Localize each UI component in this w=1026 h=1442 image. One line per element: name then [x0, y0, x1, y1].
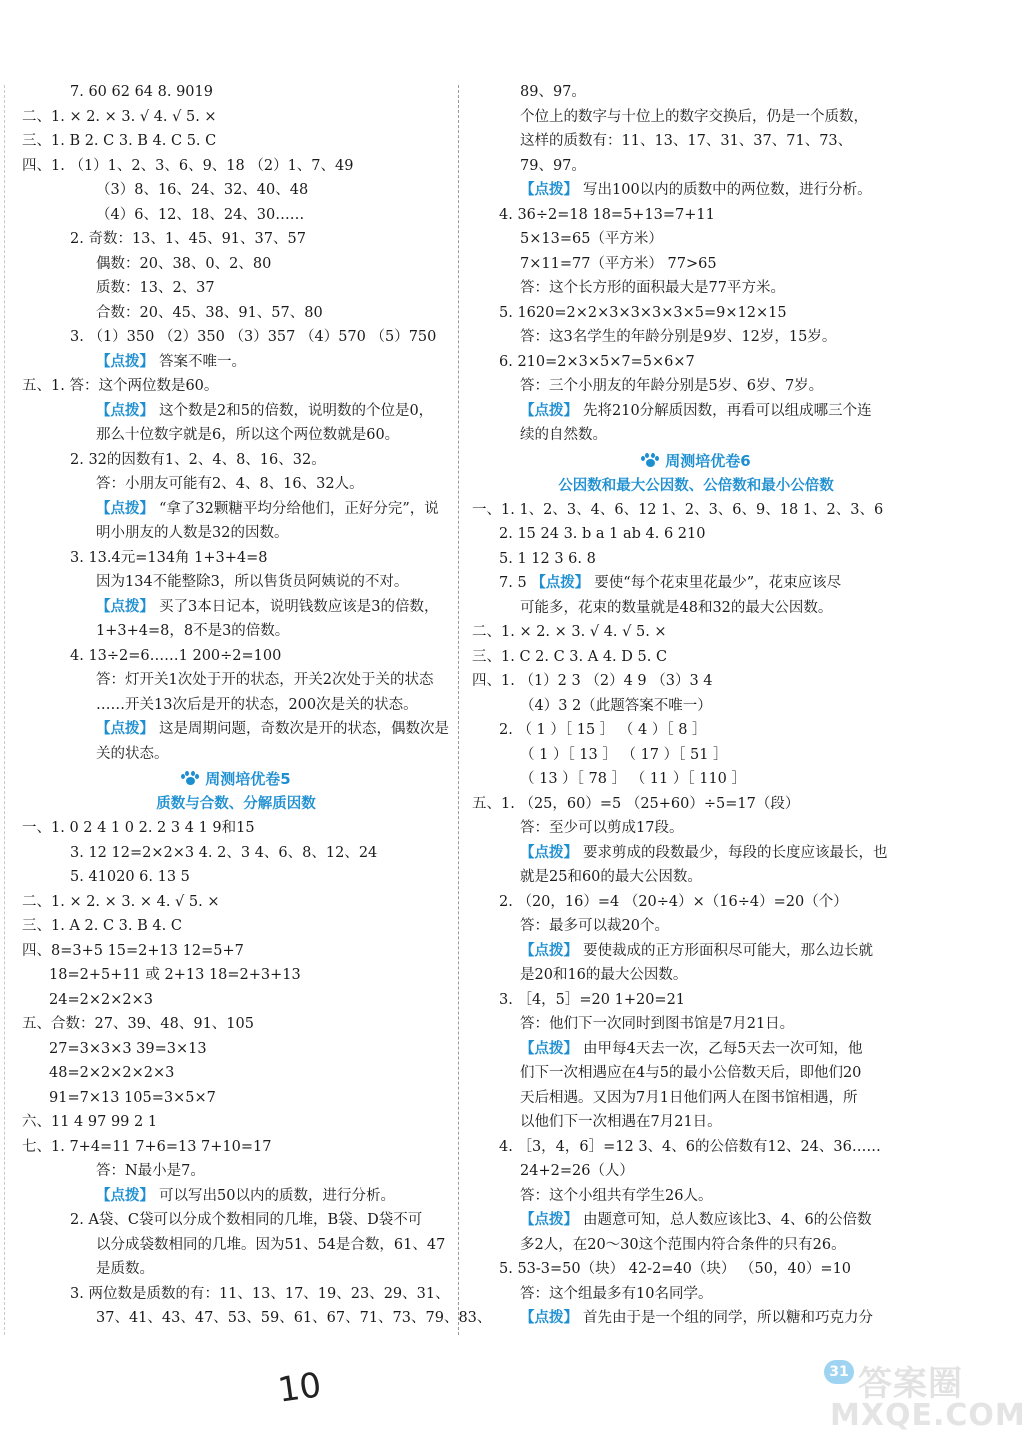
answer-text: 二、1. × 2. × 3. √ 4. √ 5. ×	[22, 108, 217, 125]
answer-text: 那么十位数字就是6，所以这个两位数就是60。	[96, 427, 400, 443]
answer-line	[22, 203, 450, 228]
answer-text: 1+3+4=8，8不是3的倍数。	[96, 623, 290, 639]
answer-line	[22, 1037, 450, 1062]
answer-text: 89、97。	[520, 84, 586, 100]
answer-line	[472, 1159, 920, 1184]
answer-text: 多2人，在20～30这个范围内符合条件的只有26。	[520, 1236, 846, 1253]
answer-line	[22, 988, 450, 1013]
hint-label: 【点拨】	[96, 353, 154, 370]
answer-text: 7. 5 【点拨】 要使“每个花束里花最少”，花束应该尽	[499, 575, 842, 591]
answer-line	[22, 80, 450, 105]
answer-text: 要使裁成的正方形面积尽可能大，那么边长就	[583, 942, 873, 959]
answer-text: 偶数：20、38、0、2、80	[96, 255, 272, 272]
answer-line	[472, 178, 920, 203]
hint-label: 【点拨】	[520, 1212, 578, 1228]
answer-line	[22, 1086, 450, 1111]
answer-text: 这样的质数有：11、13、17、31、37、71、73、	[520, 133, 853, 149]
answer-text: 48=2×2×2×2×3	[49, 1065, 175, 1081]
answer-line	[472, 1061, 920, 1086]
answer-line	[472, 1257, 920, 1282]
answer-line	[472, 301, 920, 326]
answer-text: 4. ［3，4，6］=12 3、4、6的公倍数有12、24、36……	[499, 1138, 881, 1155]
answer-line	[22, 570, 450, 595]
answer-line	[22, 399, 450, 424]
answer-line	[472, 547, 920, 572]
answer-line	[22, 1233, 450, 1258]
answer-line	[472, 718, 920, 743]
answer-text: 可以写出50以内的质数，进行分析。	[159, 1187, 395, 1204]
answer-text: 是质数。	[96, 1261, 154, 1277]
page-number: 31	[824, 1360, 854, 1384]
answer-text: 四、1. （1）2 3 （2）4 9 （3）3 4	[472, 673, 713, 689]
answer-line	[22, 914, 450, 939]
answer-text: 可能多，花束的数量就是48和32的最大公因数。	[520, 599, 833, 616]
answer-line	[22, 963, 450, 988]
answer-line	[472, 792, 920, 817]
answer-line	[22, 1012, 450, 1037]
answer-line	[472, 963, 920, 988]
answer-text: 答：这个长方形的面积最大是77平方米。	[520, 280, 785, 296]
answer-line	[22, 1306, 492, 1331]
answer-text: 2. 奇数：13、1、45、91、37、57	[70, 231, 306, 247]
answer-text: 一、1. 1、2、3、4、6、12 1、2、3、6、9、18 1、2、3、6	[472, 501, 884, 518]
answer-text: 三、1. A 2. C 3. B 4. C	[22, 918, 182, 934]
answer-text: 三、1. C 2. C 3. A 4. D 5. C	[472, 648, 668, 665]
answer-line	[472, 1037, 920, 1062]
answer-text: 37、41、43、47、53、59、61、67、71、73、79、83、	[96, 1310, 492, 1326]
answer-line	[472, 1184, 920, 1209]
answer-text: 5. 1 12 3 6. 8	[499, 550, 596, 567]
answer-text: 们下一次相遇应在4与5的最小公倍数天后，即他们20	[520, 1065, 862, 1081]
answer-text: 3. 12 12=2×2×3 4. 2、3 4、6、8、12、24	[70, 844, 378, 861]
answer-text: 六、11 4 97 99 2 1	[22, 1114, 158, 1130]
answer-text: “拿了32颗糖平均分给他们，正好分完”，说	[159, 500, 439, 517]
answer-line	[22, 301, 450, 326]
column-divider	[458, 85, 459, 1335]
answer-line	[22, 1282, 450, 1307]
answer-text: （3）8、16、24、32、40、48	[96, 182, 309, 198]
answer-text: （ 13 ）［ 78 ］ （ 11 ）［ 110 ］	[520, 771, 747, 787]
answer-text: 合数：20、45、38、91、57、80	[96, 304, 323, 321]
answer-text: 一、1. 0 2 4 1 0 2. 2 3 4 1 9和15	[22, 820, 255, 836]
answer-line	[22, 546, 450, 571]
answer-text: 二、1. × 2. × 3. × 4. √ 5. ×	[22, 893, 220, 910]
answer-text: 五、1. 答：这个两位数是60。	[22, 378, 219, 394]
section-subtitle: 质数与合数、分解质因数	[156, 796, 316, 812]
answer-text: 是20和16的最大公因数。	[520, 967, 688, 983]
hint-label: 【点拨】	[531, 575, 590, 591]
answer-line	[472, 522, 920, 547]
answer-text: 答：这个小组共有学生26人。	[520, 1187, 713, 1204]
answer-line	[472, 1086, 920, 1111]
answer-line	[472, 865, 920, 890]
answer-text: 质数：13、2、37	[96, 280, 215, 296]
answer-line	[22, 105, 450, 130]
answer-line	[472, 743, 920, 768]
answer-text: 关的状态。	[96, 745, 169, 762]
answer-line	[472, 129, 920, 154]
right-column	[472, 80, 920, 1331]
answer-text: 五、合数：27、39、48、91、105	[22, 1016, 254, 1032]
answer-line	[22, 668, 450, 693]
section-title-text: 周测培优卷6	[665, 451, 751, 470]
answer-text: （4）6、12、18、24、30……	[96, 206, 305, 223]
hint-label: 【点拨】	[96, 1187, 154, 1204]
section-title	[472, 448, 920, 474]
answer-text: 7. 60 62 64 8. 9019	[70, 84, 213, 100]
answer-text: 4. 13÷2=6……1 200÷2=100	[70, 647, 282, 664]
answer-line	[472, 767, 920, 792]
left-margin-rule	[4, 85, 5, 1335]
answer-text: 3. 13.4元=134角 1+3+4=8	[70, 549, 268, 566]
answer-line	[472, 80, 920, 105]
answer-line	[472, 399, 920, 424]
answer-line	[472, 227, 920, 252]
answer-text: 答：至少可以剪成17段。	[520, 820, 684, 836]
answer-line	[472, 1208, 920, 1233]
hint-label: 【点拨】	[520, 182, 578, 198]
answer-text: 续的自然数。	[520, 427, 607, 443]
watermark-logo: 答案圈	[858, 1364, 963, 1404]
answer-line	[22, 276, 450, 301]
answer-text: 由题意可知，总人数应该比3、4、6的公倍数	[583, 1212, 872, 1228]
answer-text: 5. 41020 6. 13 5	[70, 869, 190, 885]
answer-line	[22, 350, 450, 375]
answer-text: 答：三个小朋友的年龄分别是5岁、6岁、7岁。	[520, 378, 824, 394]
section-subtitle: 公因数和最大公因数、公倍数和最小公倍数	[558, 477, 834, 494]
hint-label: 【点拨】	[96, 721, 154, 737]
answer-text: 买了3本日记本，说明钱数应该是3的倍数，	[159, 598, 439, 615]
answer-line	[472, 423, 920, 448]
answer-line	[472, 276, 920, 301]
answer-text: 以他们下一次相遇在7月21日。	[520, 1114, 722, 1130]
hint-label: 【点拨】	[520, 402, 578, 419]
answer-text: ……开关13次后是开的状态，200次是关的状态。	[96, 696, 418, 713]
answer-text: 2. 15 24 3. b a 1 ab 4. 6 210	[499, 526, 706, 542]
handwritten-mark: 10	[275, 1365, 324, 1411]
answer-text: 七、1. 7+4=11 7+6=13 7+10=17	[22, 1138, 272, 1155]
answer-text: 四、8=3+5 15=2+13 12=5+7	[22, 942, 244, 959]
answer-text: 答：小朋友可能有2、4、8、16、32人。	[96, 476, 364, 492]
answer-line	[472, 669, 920, 694]
answer-text: 这个数是2和5的倍数，说明数的个位是0，	[159, 402, 434, 419]
answer-text: 答：这3名学生的年龄分别是9岁、12岁，15岁。	[520, 329, 837, 345]
answer-line	[472, 154, 920, 179]
answer-text: 5. 53-3=50（块） 42-2=40（块） （50，40）=10	[499, 1261, 852, 1277]
answer-line	[22, 717, 450, 742]
answer-text: 91=7×13 105=3×5×7	[49, 1089, 216, 1106]
answer-text: 四、1. （1）1、2、3、6、9、18 （2）1、7、49	[22, 157, 354, 174]
answer-text: 二、1. × 2. × 3. √ 4. √ 5. ×	[472, 624, 667, 640]
answer-text: 明小朋友的人数是32的因数。	[96, 525, 289, 541]
answer-line	[472, 1135, 920, 1160]
answer-line	[22, 374, 450, 399]
answer-line	[22, 252, 450, 277]
answer-text: 答：灯开关1次处于开的状态，开关2次处于关的状态	[96, 672, 434, 688]
answer-line	[472, 252, 920, 277]
answer-line	[22, 325, 450, 350]
answer-line	[22, 129, 450, 154]
answer-text: 7×11=77（平方米） 77>65	[520, 255, 717, 272]
answer-text: 79、97。	[520, 157, 586, 174]
hint-label: 【点拨】	[96, 402, 154, 419]
answer-text: 这是周期问题，奇数次是开的状态，偶数次是	[159, 721, 449, 737]
answer-line	[22, 497, 450, 522]
answer-line	[472, 694, 920, 719]
hint-label: 【点拨】	[96, 598, 154, 615]
answer-line	[472, 841, 920, 866]
answer-line	[22, 1159, 450, 1184]
answer-text: 2. （ 1 ）［ 15 ］ （ 4 ）［ 8 ］	[499, 722, 707, 738]
answer-line	[472, 571, 920, 596]
answer-line	[472, 890, 920, 915]
hint-label: 【点拨】	[520, 1040, 578, 1057]
answer-line	[472, 596, 920, 621]
answer-line	[22, 1061, 450, 1086]
answer-text: 首先由于是一个组的同学，所以糖和巧克力分	[583, 1310, 873, 1326]
answer-text: 5. 1620=2×2×3×3×3×3×5=9×12×15	[499, 304, 787, 321]
answer-text: 因为134不能整除3，所以售货员阿姨说的不对。	[96, 574, 409, 590]
answer-text: 24+2=26（人）	[520, 1163, 634, 1179]
answer-line	[22, 595, 450, 620]
hint-label: 【点拨】	[96, 500, 154, 517]
hint-label: 【点拨】	[520, 844, 578, 861]
answer-line	[22, 865, 450, 890]
answer-line	[472, 1110, 920, 1135]
answer-line	[472, 1282, 920, 1307]
answer-text: 24=2×2×2×3	[49, 991, 153, 1008]
answer-line	[472, 620, 920, 645]
answer-text: 4. 36÷2=18 18=5+13=7+11	[499, 206, 715, 223]
answer-line	[472, 1012, 920, 1037]
answer-text: 由甲每4天去一次，乙每5天去一次可知，他	[583, 1040, 863, 1057]
answer-line	[472, 374, 920, 399]
answer-line	[472, 203, 920, 228]
answer-text: 2. （20，16）=4 （20÷4）×（16÷4）=20（个）	[499, 893, 848, 910]
answer-line	[22, 1208, 450, 1233]
answer-line	[22, 1257, 450, 1282]
answer-text: 个位上的数字与十位上的数字交换后，仍是一个质数，	[520, 108, 868, 125]
answer-line	[22, 1184, 450, 1209]
hint-label: 【点拨】	[520, 1310, 578, 1326]
section-title-text: 周测培优卷5	[205, 770, 291, 788]
answer-line	[472, 1306, 920, 1331]
answer-line	[472, 1233, 920, 1258]
answer-line	[472, 325, 920, 350]
paw-icon	[181, 771, 199, 785]
answer-line	[472, 914, 920, 939]
answer-text: 就是25和60的最大公因数。	[520, 869, 702, 885]
answer-line	[22, 472, 450, 497]
answer-line	[472, 350, 920, 375]
answer-text: 答案不唯一。	[159, 353, 246, 370]
answer-line	[22, 619, 450, 644]
answer-text: 先将210分解质因数，再看可以组成哪三个连	[583, 402, 872, 419]
answer-text: 答：这个组最多有10名同学。	[520, 1285, 713, 1302]
answer-text: 18=2+5+11 或 2+13 18=2+3+13	[49, 967, 301, 983]
answer-text: 天后相遇。又因为7月1日他们两人在图书馆相遇，所	[520, 1089, 858, 1106]
watermark-url: MXQE.COM	[830, 1398, 1026, 1433]
answer-line	[22, 693, 450, 718]
answer-line	[472, 939, 920, 964]
answer-text: 27=3×3×3 39=3×13	[49, 1040, 207, 1057]
section-title	[22, 766, 450, 792]
answer-line	[472, 645, 920, 670]
answer-text: 写出100以内的质数中的两位数，进行分析。	[583, 182, 872, 198]
answer-text: 2. A袋、C袋可以分成个数相同的几堆，B袋、D袋不可	[70, 1212, 423, 1228]
answer-text: 答：他们下一次同时到图书馆是7月21日。	[520, 1016, 795, 1032]
answer-line	[22, 816, 450, 841]
answer-line	[22, 154, 450, 179]
answer-line	[22, 742, 450, 767]
answer-text: 3. ［4，5］=20 1+20=21	[499, 991, 686, 1008]
answer-text: 3. 两位数是质数的有：11、13、17、19、23、29、31、	[70, 1285, 450, 1302]
answer-text: 3. （1）350 （2）350 （3）357 （4）570 （5）750	[70, 329, 437, 345]
answer-text: 要求剪成的段数最少，每段的长度应该最长，也	[583, 844, 888, 861]
answer-line	[472, 988, 920, 1013]
answer-text: 6. 210=2×3×5×7=5×6×7	[499, 353, 695, 370]
answer-text: 答：N最小是7。	[96, 1163, 205, 1179]
answer-line	[22, 1135, 450, 1160]
answer-line	[22, 423, 450, 448]
answer-text: 三、1. B 2. C 3. B 4. C 5. C	[22, 133, 217, 149]
answer-text: 以分成袋数相同的几堆。因为51、54是合数，61、47	[96, 1236, 446, 1253]
hint-label: 【点拨】	[520, 942, 578, 959]
answer-text: （4）3 2（此题答案不唯一）	[520, 697, 712, 714]
answer-line	[472, 498, 920, 523]
answer-line	[472, 816, 920, 841]
answer-line	[22, 939, 450, 964]
answer-line	[22, 227, 450, 252]
answer-line	[22, 890, 450, 915]
answer-line	[22, 841, 450, 866]
answer-text: 2. 32的因数有1、2、4、8、16、32。	[70, 451, 326, 468]
paw-icon	[641, 453, 659, 467]
answer-line	[472, 105, 920, 130]
answer-line	[22, 448, 450, 473]
answer-text: 5×13=65（平方米）	[520, 231, 663, 247]
answer-line	[22, 521, 450, 546]
answer-line	[22, 644, 450, 669]
answer-text: 五、1. （25，60）=5 （25+60）÷5=17（段）	[472, 795, 800, 812]
left-column	[22, 80, 492, 1331]
answer-line	[22, 1110, 450, 1135]
answer-text: 答：最多可以裁20个。	[520, 918, 669, 934]
answer-text: （ 1 ）［ 13 ］ （ 17 ）［ 51 ］	[520, 746, 728, 763]
answer-line	[22, 178, 450, 203]
